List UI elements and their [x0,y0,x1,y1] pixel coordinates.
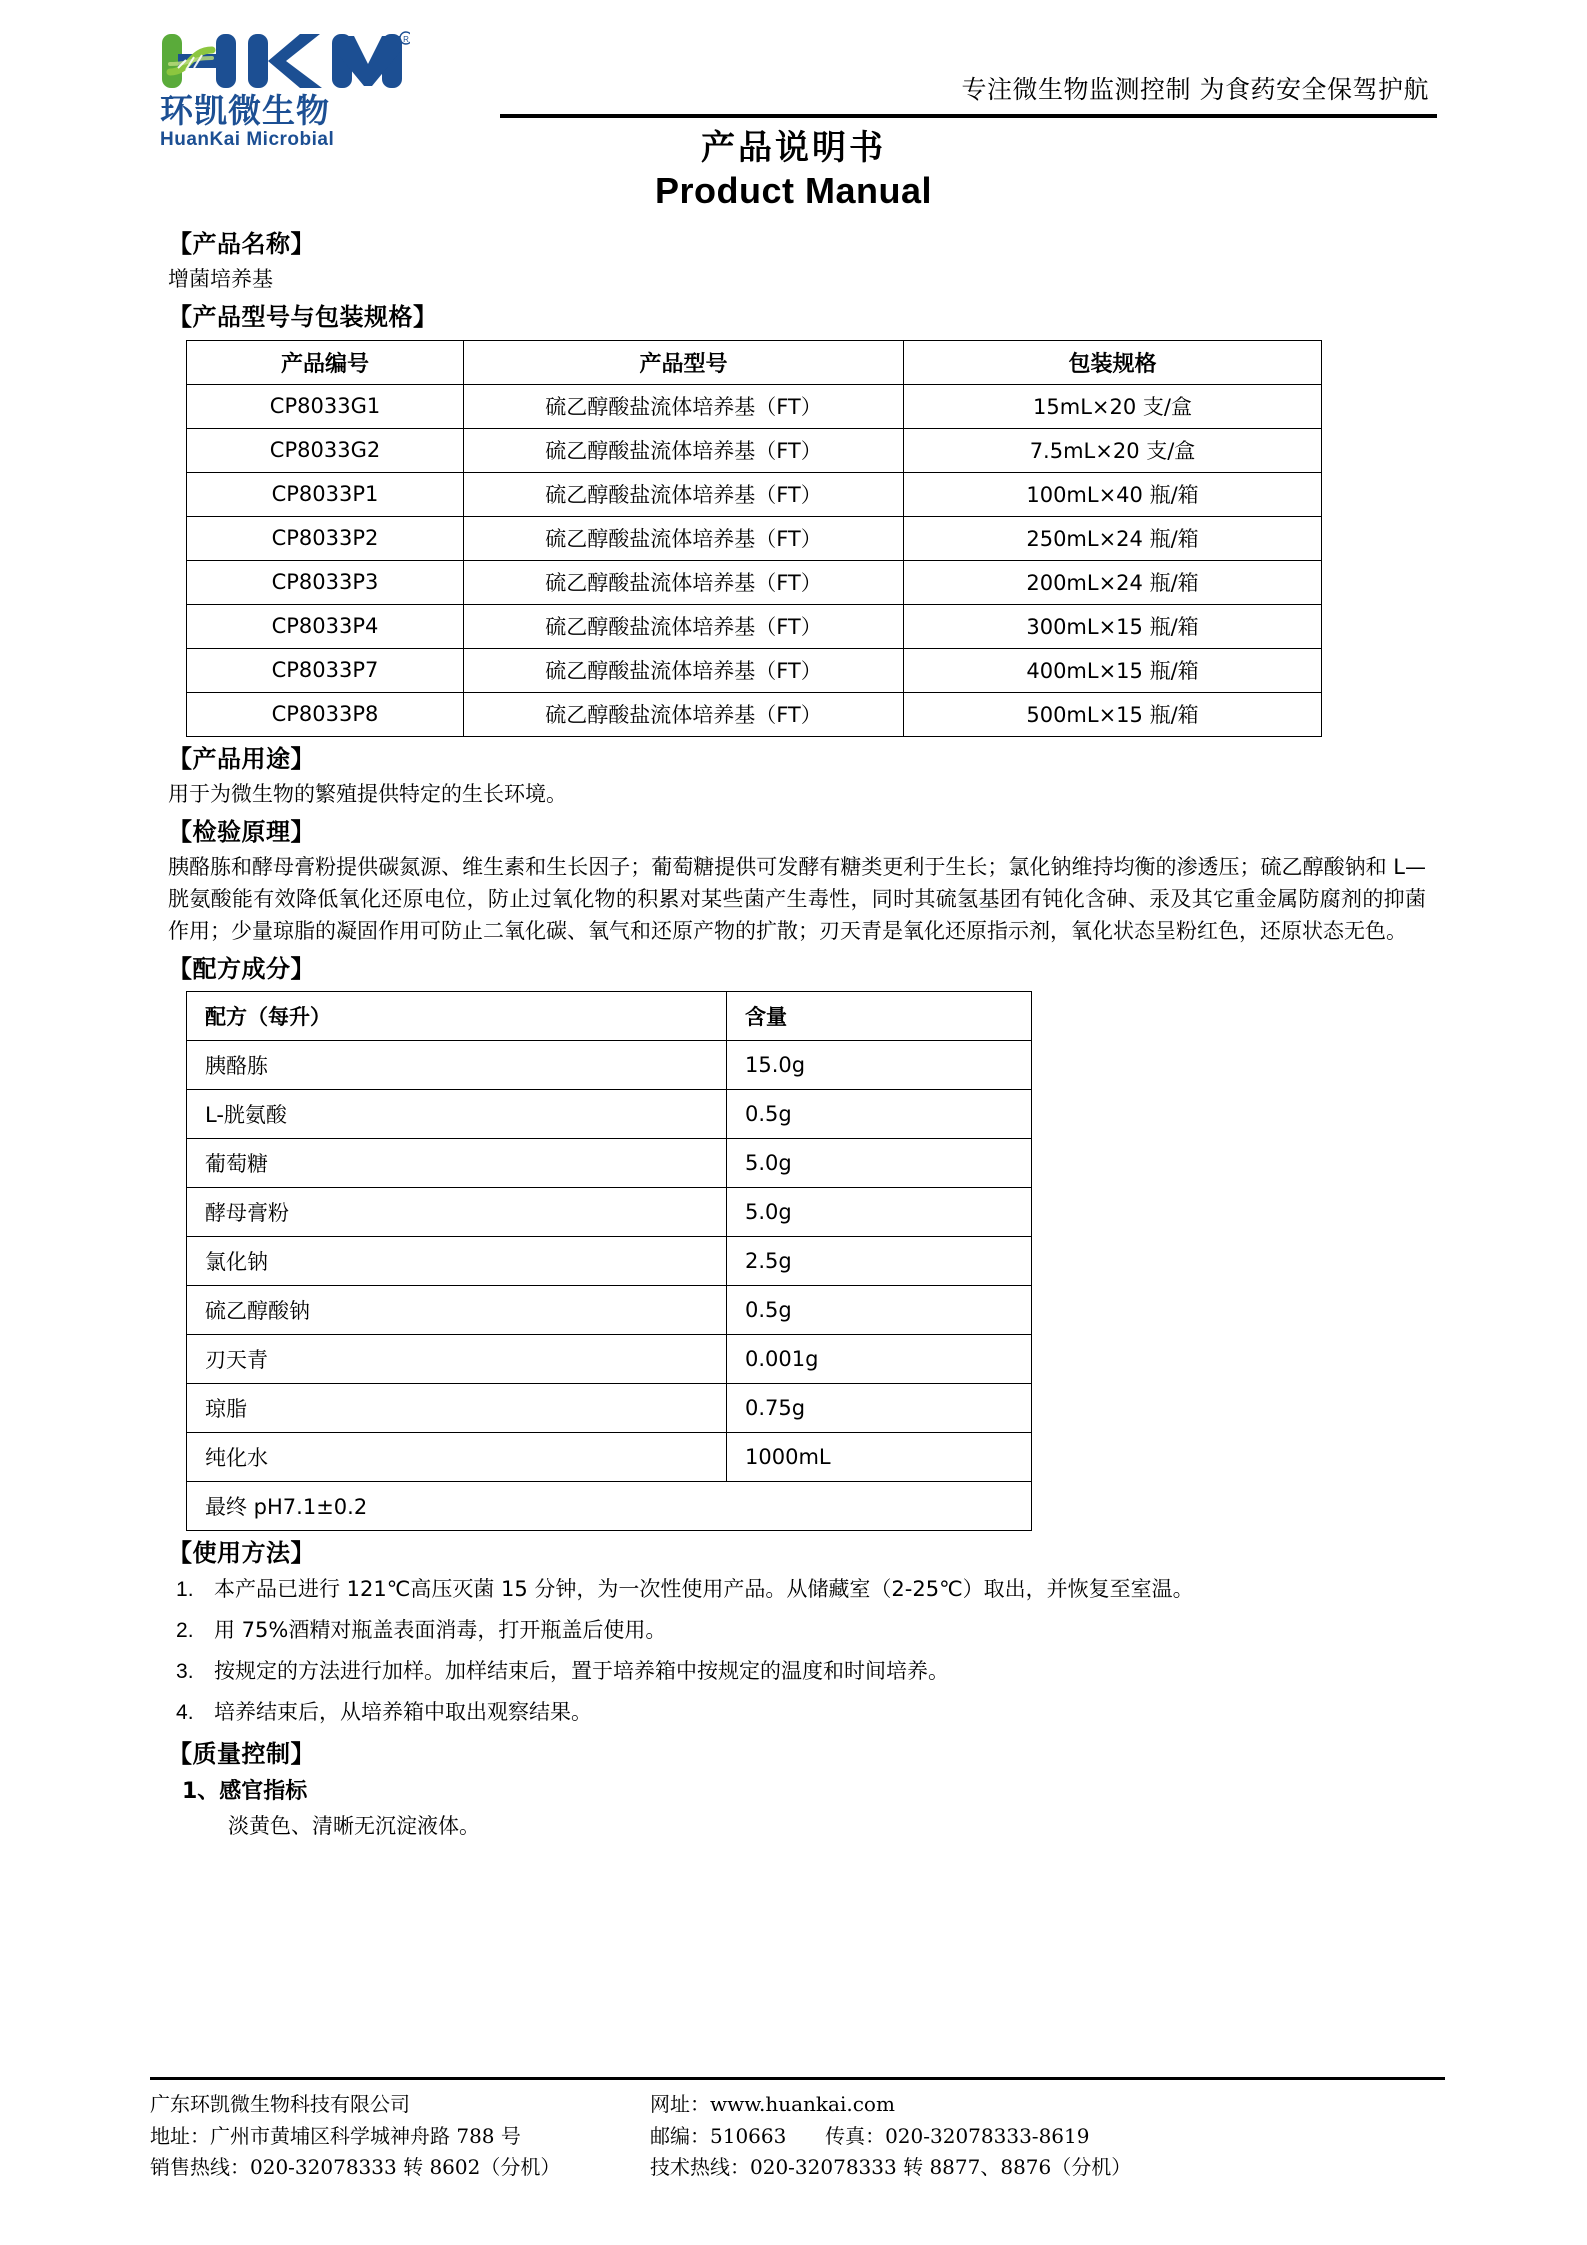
quality-subheading-sensory: 1、感官指标 [182,1778,308,1804]
spec-cell-model: 硫乙醇酸盐流体培养基（FT） [464,560,904,604]
spec-col-header-model: 产品型号 [464,340,904,384]
usage-text: 用于为微生物的繁殖提供特定的生长环境。 [168,782,567,807]
principle-text: 胰酪胨和酵母膏粉提供碳氮源、维生素和生长因子；葡萄糖提供可发酵有糖类更利于生长；氯化钠维持均衡的渗透压；硫乙醇酸钠和 L—胱氨酸能有效降低氧化还原电位，防止过氧化物的积累对某些菌产生毒性，同时其硫氢基团有钝化含砷、汞及其它重金属防腐剂的抑菌作用；少量琼脂的凝固作用可防止二氧化碳、氧气和还原产物的扩散；刃天青是氧化还原指示剂，氧化状态呈粉红色，还原状态无色。 [168,855,1426,944]
formula-ph-value: 最终 pH7.1±0.2 [187,1482,1032,1531]
spec-cell-model: 硫乙醇酸盐流体培养基（FT） [464,428,904,472]
spec-cell-code: CP8033P1 [187,472,464,516]
spec-cell-model: 硫乙醇酸盐流体培养基（FT） [464,516,904,560]
spec-col-header-code: 产品编号 [187,340,464,384]
list-item: 用 75%酒精对瓶盖表面消毒，打开瓶盖后使用。 [214,1617,667,1642]
table-row [187,516,1322,560]
list-item: 按规定的方法进行加样。加样结束后，置于培养箱中按规定的温度和时间培养。 [214,1658,949,1683]
formula-cell-item: 胰酪胨 [187,1041,727,1090]
table-row [187,384,1322,428]
section-heading-usage: 【产品用途】 [168,744,315,773]
formula-cell-item: 刃天青 [187,1335,727,1384]
table-row [187,560,1322,604]
section-heading-method: 【使用方法】 [168,1539,315,1568]
formula-cell-amount: 0.001g [727,1335,1032,1384]
table-row [187,1139,1032,1188]
page-footer [150,2077,1445,2183]
section-heading-principle: 【检验原理】 [168,817,315,846]
table-row [187,648,1322,692]
spec-cell-code: CP8033G2 [187,428,464,472]
table-row [187,1433,1032,1482]
header-divider [500,114,1437,118]
method-step-list [168,1574,1426,1729]
formula-cell-item: 酵母膏粉 [187,1188,727,1237]
formula-table [186,991,1032,1531]
spec-cell-code: CP8033P3 [187,560,464,604]
formula-cell-item: 琼脂 [187,1384,727,1433]
spec-cell-code: CP8033P8 [187,692,464,736]
formula-cell-amount: 15.0g [727,1041,1032,1090]
spec-cell-model: 硫乙醇酸盐流体培养基（FT） [464,472,904,516]
formula-cell-amount: 5.0g [727,1188,1032,1237]
table-row [187,1188,1032,1237]
table-row [187,1041,1032,1090]
spec-cell-model: 硫乙醇酸盐流体培养基（FT） [464,692,904,736]
page-title-chinese: 产品说明书 [701,128,886,168]
section-heading-spec: 【产品型号与包装规格】 [168,303,438,332]
table-row [187,1237,1032,1286]
quality-sensory-text: 淡黄色、清晰无沉淀液体。 [228,1813,480,1838]
spec-cell-model: 硫乙醇酸盐流体培养基（FT） [464,604,904,648]
table-row [187,472,1322,516]
table-header-row [187,992,1032,1041]
footer-postcode: 邮编：510663 [650,2123,787,2148]
logo-chinese-name: 环凯微生物 [160,91,330,130]
spec-cell-package: 7.5mL×20 支/盒 [904,428,1322,472]
spec-cell-package: 250mL×24 瓶/箱 [904,516,1322,560]
formula-cell-amount: 5.0g [727,1139,1032,1188]
logo-english-name: HuanKai Microbial [160,128,335,150]
spec-cell-model: 硫乙醇酸盐流体培养基（FT） [464,384,904,428]
spec-cell-package: 500mL×15 瓶/箱 [904,692,1322,736]
spec-cell-model: 硫乙醇酸盐流体培养基（FT） [464,648,904,692]
spec-cell-code: CP8033P2 [187,516,464,560]
formula-cell-amount: 0.75g [727,1384,1032,1433]
list-item: 本产品已进行 121℃高压灭菌 15 分钟，为一次性使用产品。从储藏室（2-25℃）取出，并恢复至室温。 [214,1576,1194,1601]
formula-cell-amount: 0.5g [727,1090,1032,1139]
spec-cell-code: CP8033G1 [187,384,464,428]
formula-col-header-item: 配方（每升） [187,992,727,1041]
spec-cell-package: 15mL×20 支/盒 [904,384,1322,428]
formula-cell-amount: 0.5g [727,1286,1032,1335]
footer-left-column [150,2089,650,2183]
footer-sales-hotline: 销售热线：020-32078333 转 8602（分机） [150,2154,561,2179]
spec-table [186,340,1322,737]
footer-right-column [650,2089,1445,2183]
table-row [187,604,1322,648]
list-item: 培养结束后，从培养箱中取出观察结果。 [214,1699,592,1724]
footer-fax: 传真：020-32078333-8619 [825,2123,1090,2148]
hkm-logo-icon [160,30,410,92]
formula-cell-item: 硫乙醇酸钠 [187,1286,727,1335]
table-row [187,1090,1032,1139]
footer-company-name: 广东环凯微生物科技有限公司 [150,2092,410,2117]
formula-col-header-amount: 含量 [727,992,1032,1041]
table-header-row [187,340,1322,384]
table-row [187,1286,1032,1335]
spec-cell-code: CP8033P7 [187,648,464,692]
table-row [187,1384,1032,1433]
product-name-value: 增菌培养基 [168,267,273,292]
formula-cell-item: 纯化水 [187,1433,727,1482]
footer-website[interactable]: 网址：www.huankai.com [650,2092,895,2117]
spec-cell-package: 400mL×15 瓶/箱 [904,648,1322,692]
formula-cell-amount: 2.5g [727,1237,1032,1286]
table-row-ph [187,1482,1032,1531]
section-heading-quality: 【质量控制】 [168,1739,315,1768]
footer-postcode-fax [650,2121,1445,2152]
spec-cell-code: CP8033P4 [187,604,464,648]
company-slogan: 专注微生物监测控制 为食药安全保驾护航 [961,75,1429,104]
spec-cell-package: 300mL×15 瓶/箱 [904,604,1322,648]
formula-cell-item: 氯化钠 [187,1237,727,1286]
footer-tech-hotline: 技术热线：020-32078333 转 8877、8876（分机） [650,2154,1132,2179]
formula-cell-amount: 1000mL [727,1433,1032,1482]
page-title-english: Product Manual [654,170,933,211]
section-heading-formula: 【配方成分】 [168,955,315,984]
section-heading-product-name: 【产品名称】 [168,230,315,258]
table-row [187,1335,1032,1384]
document-body [168,228,1426,1846]
formula-cell-item: 葡萄糖 [187,1139,727,1188]
formula-cell-item: L-胱氨酸 [187,1090,727,1139]
table-row [187,428,1322,472]
footer-address: 地址：广州市黄埔区科学城神舟路 788 号 [150,2123,521,2148]
spec-cell-package: 100mL×40 瓶/箱 [904,472,1322,516]
table-row [187,692,1322,736]
footer-divider [150,2077,1445,2080]
spec-cell-package: 200mL×24 瓶/箱 [904,560,1322,604]
svg-text:R: R [403,35,409,44]
spec-col-header-package: 包装规格 [904,340,1322,384]
